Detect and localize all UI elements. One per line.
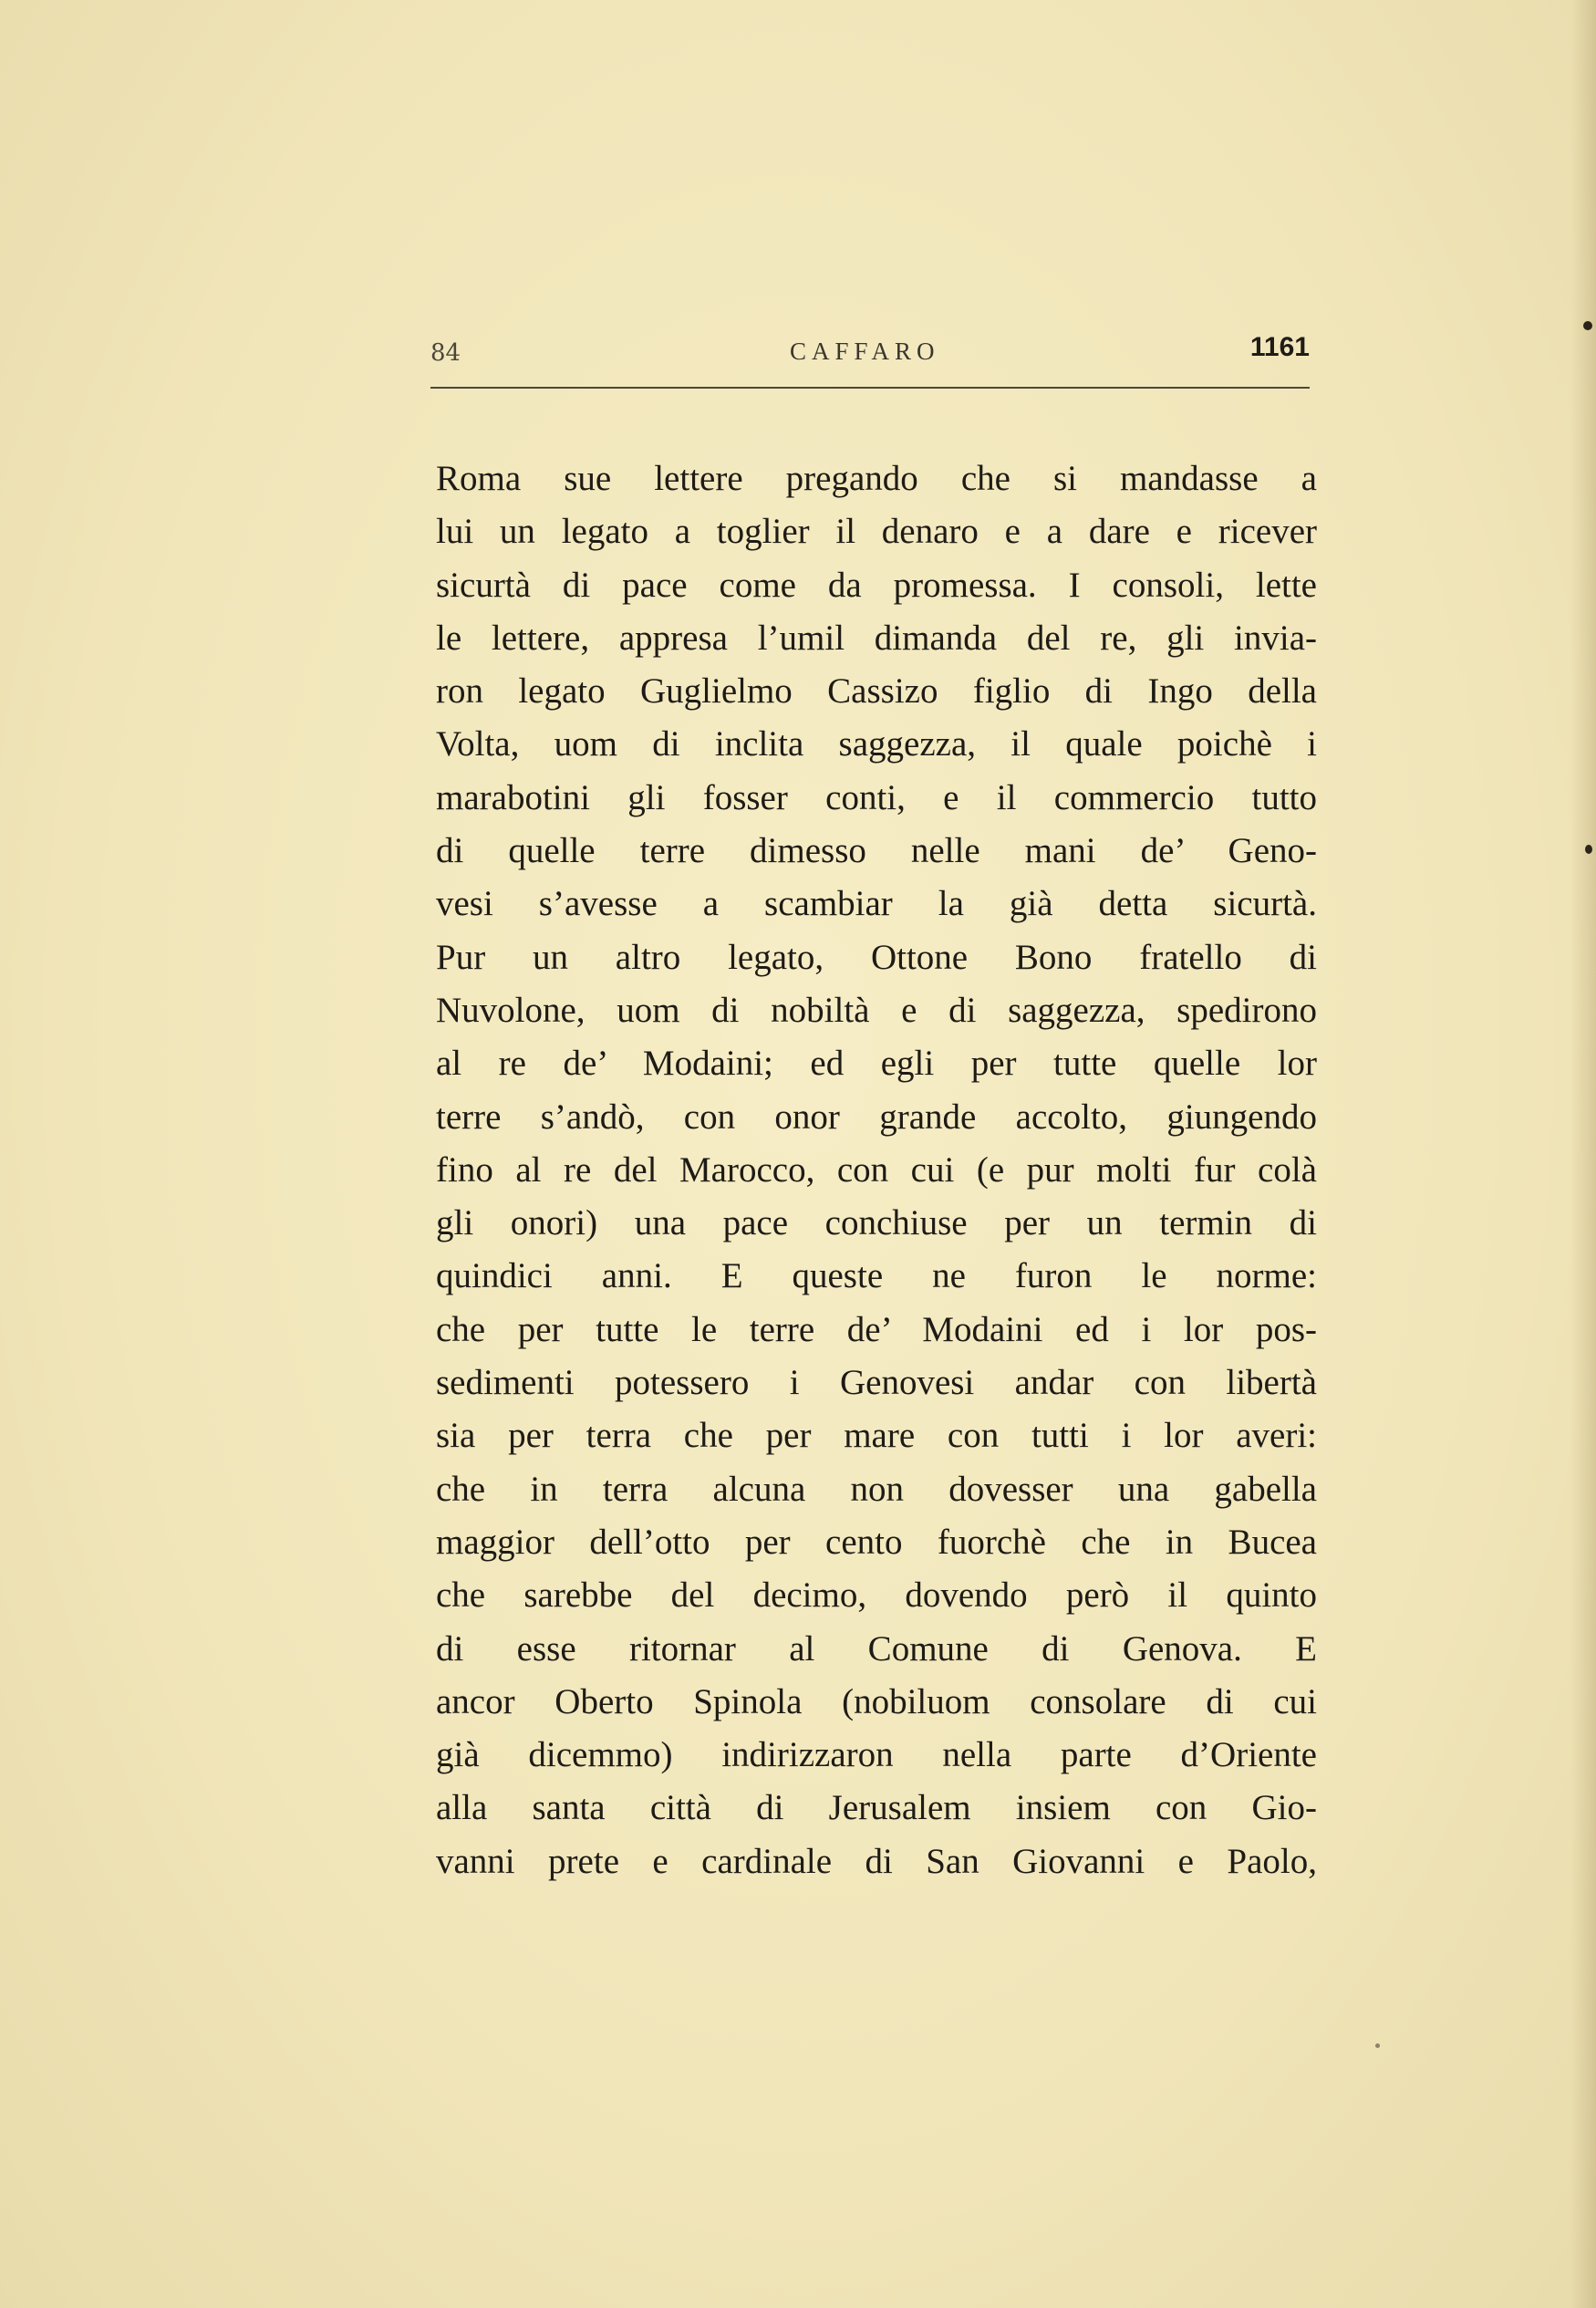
text-line: Roma sue lettere pregando che si mandasse a — [436, 459, 1317, 498]
text-line: sicurtà di pace come da promessa. I consoli, lette — [436, 565, 1317, 605]
text-line: che in terra alcuna non dovesser una gabella — [436, 1469, 1317, 1509]
text-line: che sarebbe del decimo, dovendo però il quinto — [436, 1575, 1317, 1616]
year-marker: 1161 — [1249, 332, 1310, 362]
margin-speck — [1585, 845, 1592, 854]
text-line: fino al re del Marocco, con cui (e pur molti fur colà — [436, 1149, 1317, 1190]
text-line: di quelle terre dimesso nelle mani de’ Geno- — [436, 831, 1317, 871]
text-line: sia per terra che per mare con tutti i lor averi: — [436, 1416, 1317, 1456]
text-line: quindici anni. E queste ne furon le norme: — [436, 1256, 1317, 1296]
text-line: al re de’ Modaini; ed egli per tutte quelle lor — [436, 1044, 1317, 1084]
text-line: di esse ritornar al Comune di Genova. E — [436, 1628, 1317, 1669]
body-text — [436, 452, 1317, 1888]
text-line: sedimenti potessero i Genovesi andar con libertà — [436, 1363, 1317, 1403]
text-line: le lettere, appresa l’umil dimanda del re, gli invia- — [436, 618, 1317, 658]
margin-speck — [1583, 321, 1592, 330]
text-line: alla santa città di Jerusalem insiem con Gio- — [436, 1788, 1317, 1828]
text-line: Volta, uom di inclita saggezza, il quale poichè i — [436, 724, 1317, 764]
running-title: CAFFARO — [790, 338, 940, 365]
text-line: che per tutte le terre de’ Modaini ed i lor pos- — [436, 1309, 1317, 1349]
header-rule — [430, 387, 1310, 389]
running-header — [430, 332, 1310, 378]
text-line: vesi s’avesse a scambiar la già detta sicurtà. — [436, 884, 1317, 924]
page-edge-shadow — [1570, 0, 1596, 2308]
text-line: Pur un altro legato, Ottone Bono fratello di — [436, 937, 1317, 977]
text-line: Nuvolone, uom di nobiltà e di saggezza, spedirono — [436, 990, 1317, 1030]
text-line: maggior dell’otto per cento fuorchè che in Bucea — [436, 1522, 1317, 1562]
margin-speck — [1375, 2043, 1380, 2048]
text-line: ron legato Guglielmo Cassizo figlio di Ingo della — [436, 671, 1317, 712]
text-line: marabotini gli fosser conti, e il commercio tutto — [436, 777, 1317, 817]
text-line: ancor Oberto Spinola (nobiluom consolare di cui — [436, 1681, 1317, 1721]
page-number: 84 — [430, 339, 461, 367]
text-line: vanni prete e cardinale di San Giovanni e Paolo, — [436, 1841, 1317, 1881]
text-line: gli onori) una pace conchiuse per un termin di — [436, 1203, 1317, 1243]
text-line: già dicemmo) indirizzaron nella parte d’Oriente — [436, 1735, 1317, 1775]
text-line: terre s’andò, con onor grande accolto, giungendo — [436, 1097, 1317, 1137]
text-line: lui un legato a toglier il denaro e a dare e ricever — [436, 512, 1317, 552]
